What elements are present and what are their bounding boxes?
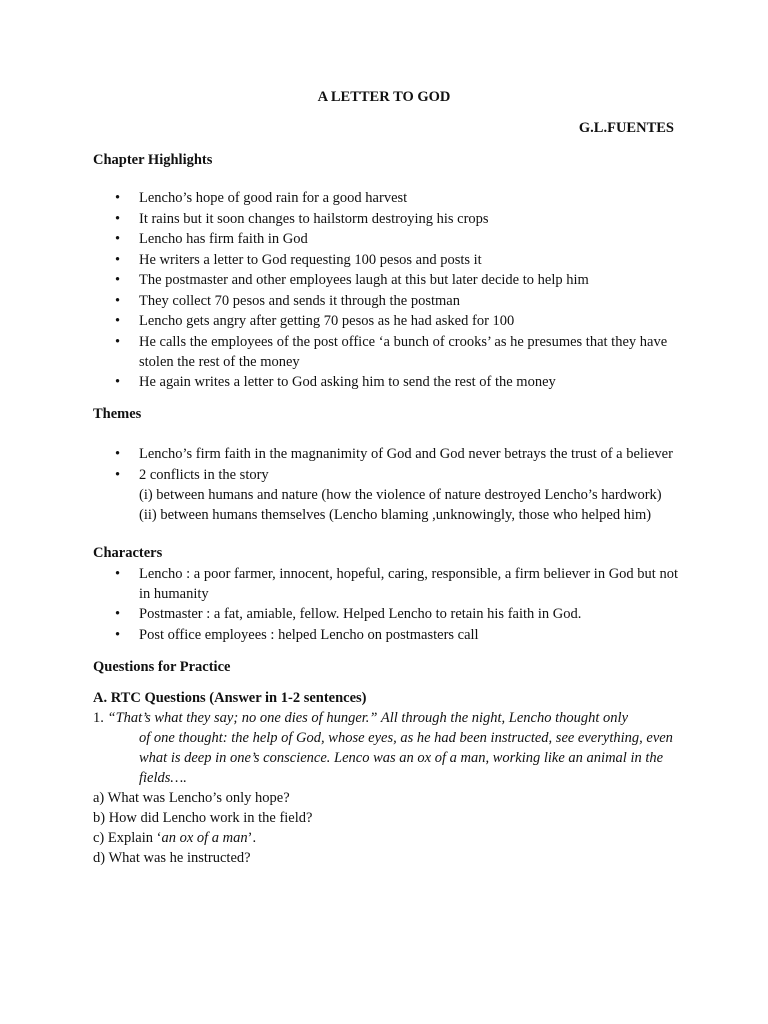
conflict-one: (i) between humans and nature (how the violence of nature destroyed Lencho’s hardwork) — [139, 486, 662, 503]
rtc-section-heading: A. RTC Questions (Answer in 1-2 sentences) — [93, 689, 367, 706]
bullet-icon: • — [115, 446, 121, 462]
list-item: • Lencho gets angry after getting 70 pesos as he had asked for 100 — [115, 313, 515, 329]
bullet-icon: • — [115, 565, 121, 582]
bullet-icon: • — [115, 272, 121, 288]
passage-first-line: “That’s what they say; no one dies of hunger.” All through the night, Lencho thought only — [107, 709, 629, 726]
list-item: • It rains but it soon changes to hailstorm destroying his crops — [115, 210, 489, 227]
highlights-list — [93, 188, 683, 392]
list-item: • Lencho has firm faith in God — [115, 231, 308, 247]
practice-heading: Questions for Practice — [93, 658, 231, 675]
list-item: • Postmaster : a fat, amiable, fellow. Helped Lencho to retain his faith in God. — [115, 606, 582, 622]
bullet-icon: • — [115, 190, 121, 206]
list-item: • Lencho’s hope of good rain for a good harvest — [115, 190, 408, 206]
document-author: G.L.FUENTES — [578, 120, 674, 136]
bullet-icon: • — [115, 231, 121, 247]
bullet-icon: • — [115, 292, 121, 309]
list-item: • Lencho’s firm faith in the magnanimity of God and God never betrays the trust of a believer — [115, 446, 673, 462]
themes-heading: Themes — [93, 406, 142, 422]
question-d: d) What was he instructed? — [93, 849, 251, 866]
question-c: c) Explain ‘an ox of a man’. — [93, 829, 257, 846]
question-b: b) How did Lencho work in the field? — [93, 809, 313, 826]
conflict-two: (ii) between humans themselves (Lencho blaming ,unknowingly, those who helped him) — [139, 506, 652, 523]
question-list — [93, 788, 683, 868]
bullet-icon: • — [115, 333, 121, 350]
bullet-icon: • — [115, 374, 121, 390]
list-item: • He again writes a letter to God asking him to send the rest of the money — [115, 374, 556, 390]
themes-list — [93, 444, 683, 525]
bullet-icon: • — [115, 251, 121, 268]
highlights-heading: Chapter Highlights — [93, 152, 213, 168]
question-a: a) What was Lencho’s only hope? — [93, 789, 290, 806]
bullet-icon: • — [115, 466, 121, 483]
bullet-icon: • — [115, 626, 121, 643]
bullet-icon: • — [115, 210, 121, 227]
document-title: A LETTER TO GOD — [317, 89, 451, 105]
list-item: • He writers a letter to God requesting 100 pesos and posts it — [115, 251, 482, 268]
list-item: • The postmaster and other employees laugh at this but later decide to help him — [115, 272, 589, 288]
characters-heading: Characters — [93, 544, 163, 561]
list-item: • Lencho : a poor farmer, innocent, hopeful, caring, responsible, a firm believer in God but not in humanity — [115, 565, 678, 602]
document-body — [93, 150, 683, 868]
question-number: 1. — [93, 709, 104, 726]
question-one-passage — [93, 708, 683, 728]
list-item: • 2 conflicts in the story (i) between humans and nature (how the violence of nature destroyed Lencho’s hardwork) (ii) between humans themselves (Lencho blaming ,unknowingly, those who helped him) — [93, 465, 683, 525]
passage-continuation: of one thought: the help of God, whose eyes, as he had been instructed, see everything, even what is deep in one’s conscience. Lenco was an ox of a man, working like an animal in the fields…. — [139, 729, 673, 786]
bullet-icon: • — [115, 606, 121, 622]
characters-list — [93, 564, 683, 645]
list-item: • They collect 70 pesos and sends it through the postman — [115, 292, 460, 309]
list-item: • Post office employees : helped Lencho on postmasters call — [115, 626, 479, 643]
bullet-icon: • — [115, 313, 121, 329]
list-item: • He calls the employees of the post office ‘a bunch of crooks’ as he presumes that they have stolen the rest of the money — [115, 333, 668, 370]
